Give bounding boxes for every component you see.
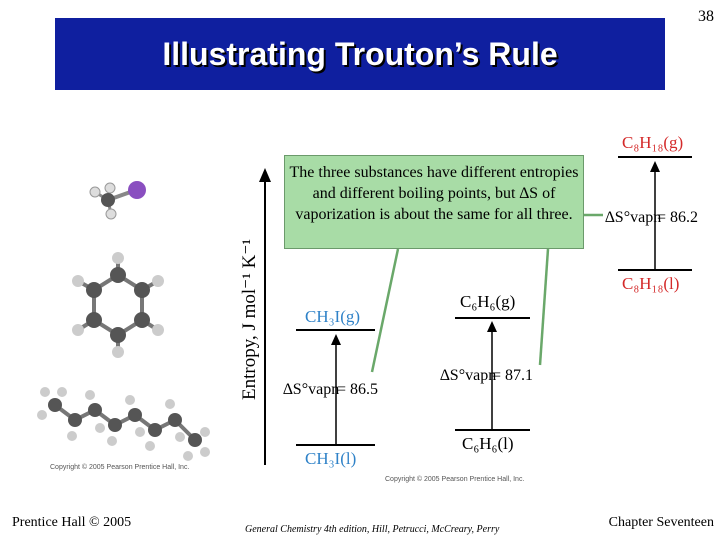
footer-center: General Chemistry 4th edition, Hill, Petrucci, McCreary, Perry — [245, 524, 500, 535]
c8h18-delta-s-label: ∆S°vapn — [605, 209, 662, 226]
axis-label: Entropy, J mol⁻¹ K⁻¹ — [239, 238, 260, 400]
entropy-axis — [239, 168, 271, 465]
c8h18-delta-s-value: = 86.2 — [657, 209, 699, 226]
slide-number: 38 — [698, 8, 714, 25]
c6h6-delta-s-value: = 87.1 — [492, 367, 534, 384]
benzene-molecule-icon — [72, 252, 164, 358]
c8h18-levels — [605, 133, 698, 293]
c8h18-gas-label: C₈H₁₈(g) — [622, 133, 684, 152]
copyright-right: Copyright © 2005 Pearson Prentice Hall, Inc. — [385, 476, 525, 483]
c6h6-levels — [440, 292, 533, 453]
c6h6-liquid-label: C₆H₆(l) — [462, 434, 514, 453]
ch3i-liquid-label: CH₃I(l) — [305, 449, 357, 468]
ch3i-levels — [283, 307, 378, 468]
callout-box: The three substances have different entropies and different boiling points, but ∆S of vaporization is about the same for all three. — [284, 155, 584, 249]
copyright-left: Copyright © 2005 Pearson Prentice Hall, Inc. — [50, 464, 190, 471]
ch3i-molecule-icon — [90, 181, 146, 219]
ch3i-gas-label: CH₃I(g) — [305, 307, 361, 326]
ch3i-delta-s-label: ∆S°vapn — [283, 381, 340, 398]
c8h18-liquid-label: C₈H₁₈(l) — [622, 274, 680, 293]
ch3i-delta-s-value: = 86.5 — [337, 381, 379, 398]
c6h6-gas-label: C₆H₆(g) — [460, 292, 516, 311]
footer-right: Chapter Seventeen — [608, 515, 714, 530]
slide-title: Illustrating Trouton’s Rule — [162, 35, 558, 72]
footer-left: Prentice Hall © 2005 — [12, 515, 132, 530]
octane-molecule-icon — [37, 387, 210, 461]
c6h6-delta-s-label: ∆S°vapn — [440, 367, 497, 384]
